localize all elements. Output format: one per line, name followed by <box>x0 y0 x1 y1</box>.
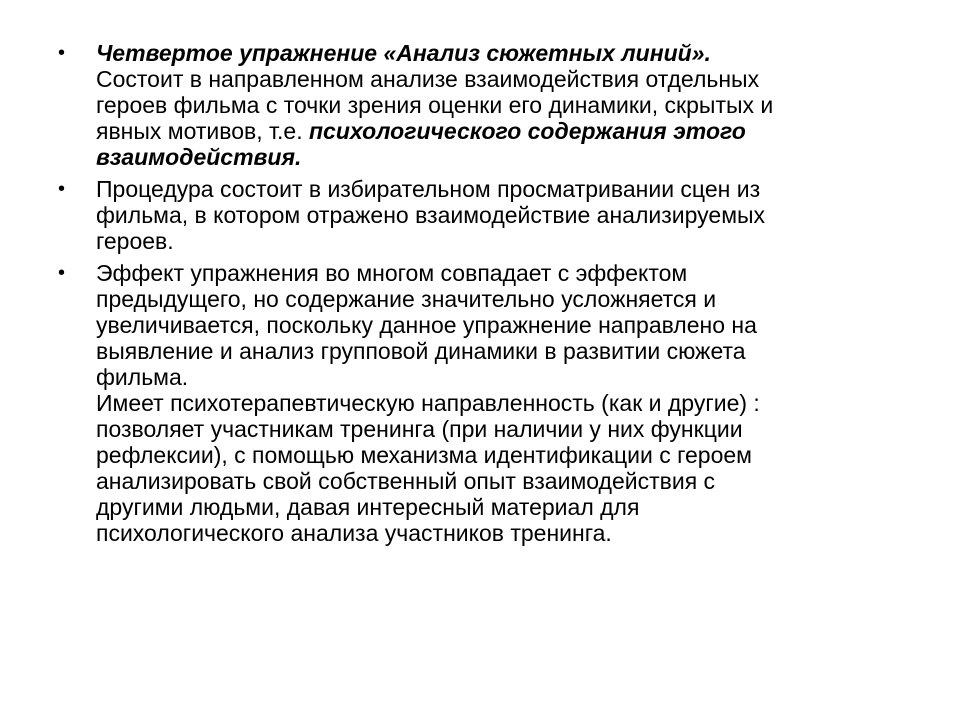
bullet-list <box>58 40 888 552</box>
bullet-icon: • <box>58 262 66 284</box>
bullet-item-procedure <box>58 176 888 254</box>
effect-text-line: выявление и анализ групповой динамики в развитии сюжета <box>96 338 746 364</box>
bullet-item-exercise-four <box>58 40 888 170</box>
effect-text-line: позволяет участникам тренинга (при наличии у них функции <box>96 416 743 442</box>
exercise-text-emphasis: взаимодействия. <box>96 144 302 170</box>
bullet-icon: • <box>58 42 66 64</box>
exercise-text-plain: явных мотивов, т.е. <box>96 118 309 144</box>
bullet-item-effect <box>58 260 888 546</box>
exercise-heading: Четвертое упражнение «Анализ сюжетных линий». <box>96 40 711 66</box>
procedure-text-line: Процедура состоит в избирательном просматривании сцен из <box>96 176 761 202</box>
exercise-text-line: Состоит в направленном анализе взаимодействия отдельных <box>96 66 760 92</box>
procedure-text-line: фильма, в котором отражено взаимодействие анализируемых <box>96 202 766 228</box>
effect-text-line: предыдущего, но содержание значительно усложняется и <box>96 286 717 312</box>
procedure-text-line: героев. <box>96 228 174 254</box>
exercise-text-line: героев фильма с точки зрения оценки его динамики, скрытых и <box>96 92 774 118</box>
effect-text-line: Имеет психотерапевтическую направленность (как и другие) : <box>96 390 760 416</box>
effect-text-line: анализировать свой собственный опыт взаимодействия с <box>96 468 716 494</box>
bullet-icon: • <box>58 178 66 200</box>
effect-text-line: фильма. <box>96 364 189 390</box>
exercise-text-emphasis: психологического содержания этого <box>308 118 746 144</box>
effect-text-line: другими людьми, давая интересный материал для <box>96 494 640 520</box>
effect-text-line: психологического анализа участников тренинга. <box>96 520 612 546</box>
effect-text-line: увеличивается, поскольку данное упражнение направлено на <box>96 312 757 338</box>
effect-text-line: рефлексии), с помощью механизма идентификации с героем <box>96 442 752 468</box>
exercise-text-line <box>96 118 888 144</box>
effect-text-line: Эффект упражнения во многом совпадает с эффектом <box>96 260 688 286</box>
